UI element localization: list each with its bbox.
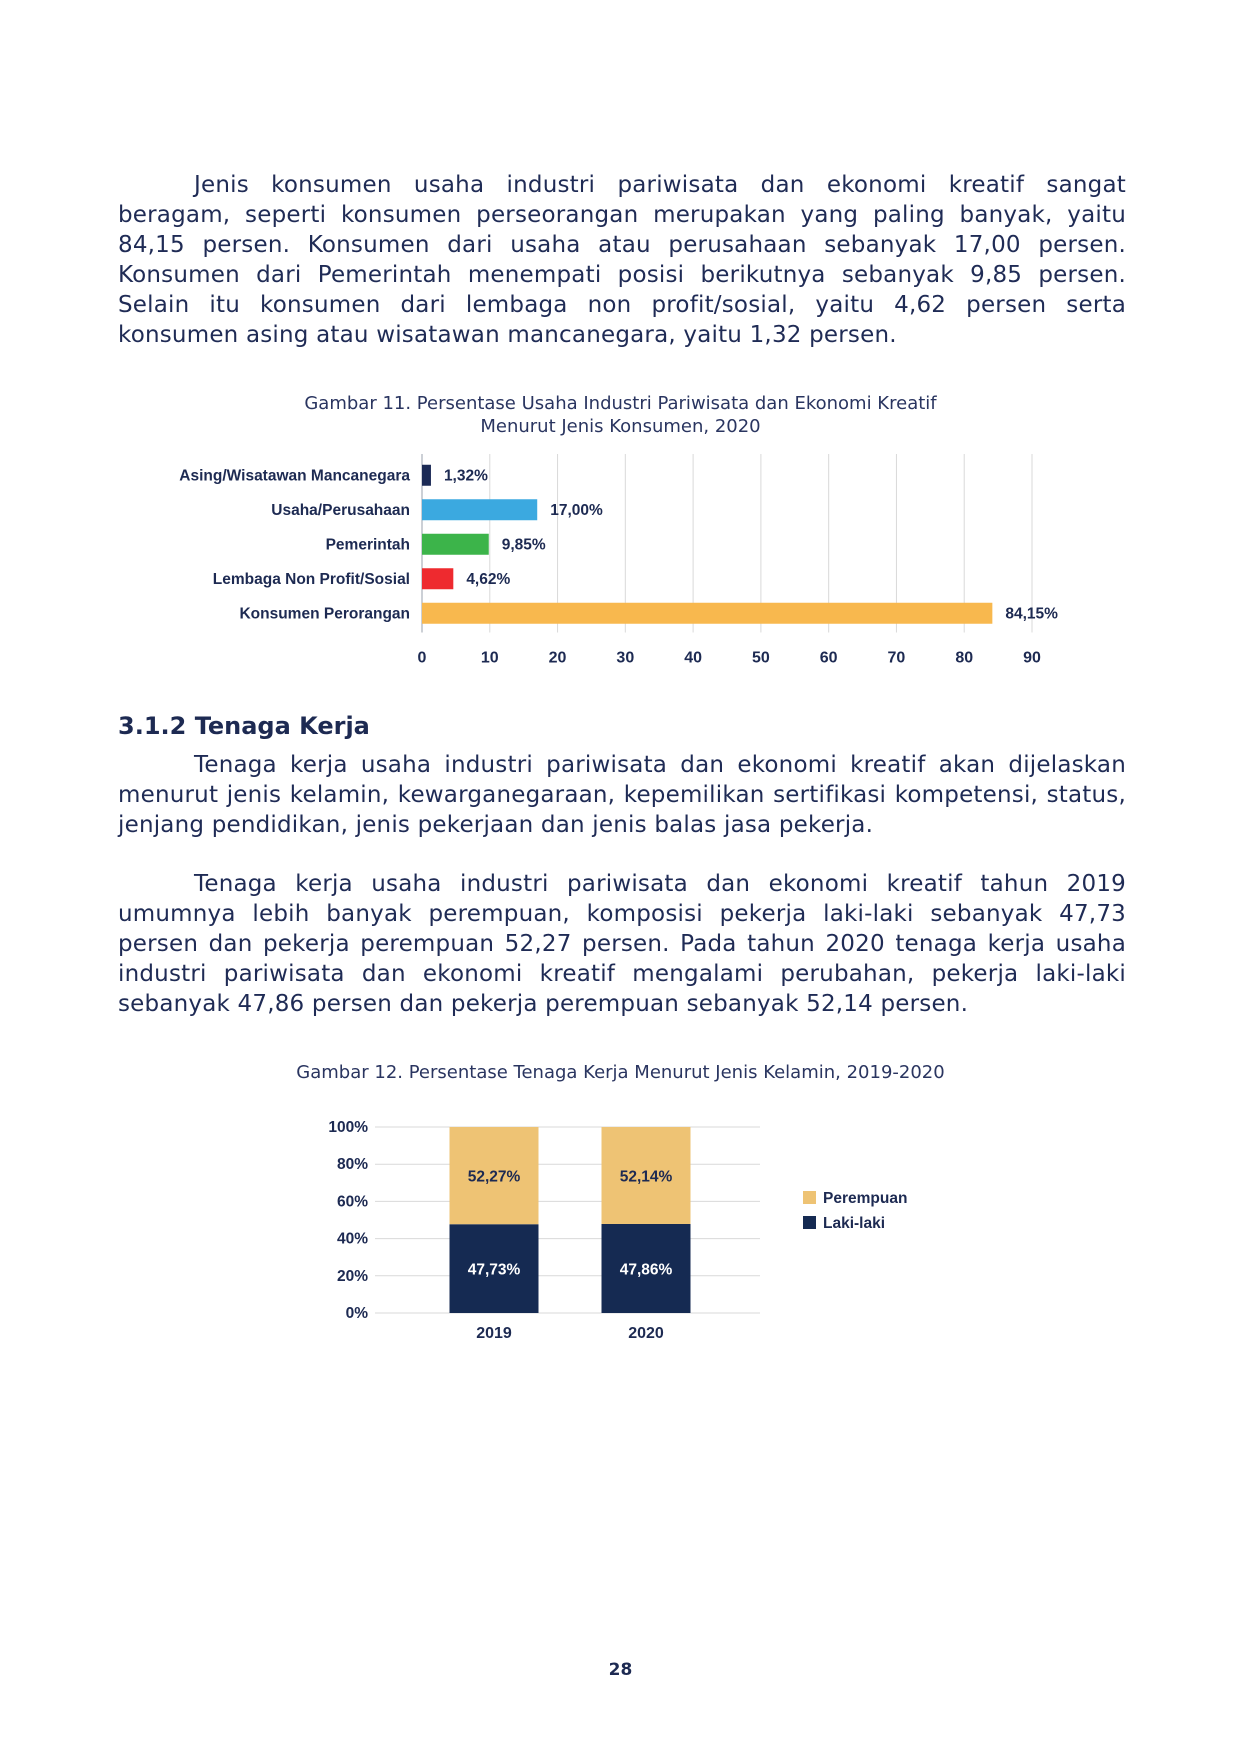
data-label: 17,00% bbox=[550, 501, 603, 519]
data-label: 9,85% bbox=[501, 536, 546, 554]
paragraph-konsumen: Jenis konsumen usaha industri pariwisata dan ekonomi kreatif sangat beragam, seperti konsumen perseorangan merupakan yang paling banyak, yaitu 84,15 persen. Konsumen dari usaha atau perusahaan sebanyak 17,00 persen. Konsumen dari Pemerintah menempati posisi berikutnya sebanyak 9,85 persen. Selain itu konsumen dari lembaga non profit/sosial, yaitu 4,62 persen serta konsumen asing atau wisatawan mancanegara, yaitu 1,32 persen. bbox=[118, 172, 1126, 348]
category-label: Lembaga Non Profit/Sosial bbox=[212, 570, 410, 588]
x-tick-label: 80 bbox=[955, 649, 974, 667]
paragraph-tenaga-kerja-intro: Tenaga kerja usaha industri pariwisata dan ekonomi kreatif akan dijelaskan menurut jenis kelamin, kewarganegaraan, kepemilikan sertifikasi kompetensi, status, jenjang pendidikan, jenis pekerjaan dan jenis balas jasa pekerja. bbox=[118, 752, 1126, 838]
x-tick-label: 2020 bbox=[628, 1325, 664, 1340]
data-label: 52,14% bbox=[619, 1168, 673, 1186]
y-tick-label: 80% bbox=[336, 1156, 368, 1174]
data-label: 4,62% bbox=[466, 570, 511, 588]
x-tick-label: 40 bbox=[684, 649, 703, 667]
page-number: 28 bbox=[608, 1660, 633, 1680]
legend-label: Laki-laki bbox=[823, 1215, 886, 1232]
bar bbox=[422, 465, 431, 486]
bar bbox=[422, 568, 453, 589]
data-label: 47,86% bbox=[619, 1261, 673, 1279]
category-label: Konsumen Perorangan bbox=[239, 605, 410, 623]
y-tick-label: 60% bbox=[336, 1193, 368, 1211]
bar bbox=[422, 499, 537, 520]
y-tick-label: 0% bbox=[345, 1305, 368, 1322]
x-tick-label: 90 bbox=[1023, 649, 1041, 667]
figure-12-caption: Gambar 12. Persentase Tenaga Kerja Menurut Jenis Kelamin, 2019-2020 bbox=[296, 1062, 945, 1083]
x-tick-label: 0 bbox=[417, 649, 427, 667]
x-tick-label: 30 bbox=[616, 649, 635, 667]
x-tick-label: 20 bbox=[548, 649, 567, 667]
x-tick-label: 70 bbox=[887, 649, 906, 667]
figure-11-caption-line2: Menurut Jenis Konsumen, 2020 bbox=[480, 416, 761, 437]
legend-swatch bbox=[803, 1191, 816, 1204]
paragraph-tenaga-kerja-gender: Tenaga kerja usaha industri pariwisata dan ekonomi kreatif tahun 2019 umumnya lebih banyak perempuan, komposisi pekerja laki-laki sebanyak 47,73 persen dan pekerja perempuan 52,27 persen. Pada tahun 2020 tenaga kerja usaha industri pariwisata dan ekonomi kreatif mengalami perubahan, pekerja laki-laki sebanyak 47,86 persen dan pekerja perempuan sebanyak 52,14 persen. bbox=[118, 871, 1126, 1017]
consumer-type-bar-chart bbox=[150, 450, 1090, 680]
y-tick-label: 100% bbox=[328, 1119, 368, 1136]
section-heading: 3.1.2 Tenaga Kerja bbox=[118, 712, 370, 740]
figure-11-caption-line1: Gambar 11. Persentase Usaha Industri Pariwisata dan Ekonomi Kreatif bbox=[304, 393, 937, 414]
y-tick-label: 20% bbox=[336, 1267, 368, 1285]
bar bbox=[422, 534, 489, 555]
data-label: 47,73% bbox=[467, 1261, 521, 1279]
x-tick-label: 60 bbox=[819, 649, 838, 667]
data-label: 84,15% bbox=[1005, 605, 1058, 623]
x-tick-label: 2019 bbox=[476, 1325, 512, 1340]
data-label: 52,27% bbox=[467, 1168, 521, 1186]
legend-label: Perempuan bbox=[823, 1190, 908, 1207]
category-label: Asing/Wisatawan Mancanegara bbox=[179, 467, 410, 485]
legend-swatch bbox=[803, 1216, 816, 1229]
y-tick-label: 40% bbox=[336, 1230, 368, 1248]
category-label: Usaha/Perusahaan bbox=[271, 501, 410, 519]
x-tick-label: 10 bbox=[480, 649, 499, 667]
bar bbox=[422, 603, 992, 624]
x-tick-label: 50 bbox=[751, 649, 770, 667]
category-label: Pemerintah bbox=[325, 536, 410, 554]
gender-stacked-bar-chart bbox=[310, 1110, 950, 1340]
data-label: 1,32% bbox=[443, 467, 488, 485]
